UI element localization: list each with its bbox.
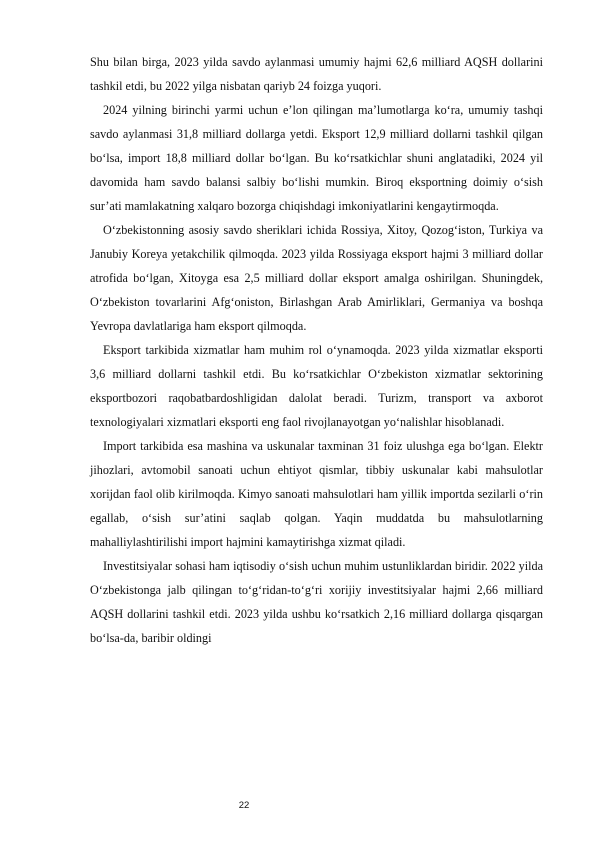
paragraph-trade-turnover-2023: Shu bilan birga, 2023 yilda savdo aylanmasi umumiy hajmi 62,6 milliard AQSH dollarini tashkil etdi, bu 2022 yilga nisbatan qariyb 24 foizga yuqori. [90, 55, 543, 93]
paragraph-first-half-2024: 2024 yilning birinchi yarmi uchun e’lon qilingan ma’lumotlarga ko‘ra, umumiy tashqi savdo aylanmasi 31,8 milliard dollarga yetdi. Eksport 12,9 milliard dollarni tashkil qilgan bo‘lsa, import 18,8 milliard dollar bo‘lgan. Bu ko‘rsatkichlar shuni anglatadiki, 2024 yil davomida ham savdo balansi salbiy bo‘lishi mumkin. Biroq eksportning doimiy o‘sish sur’ati mamlakatning xalqaro bozorga chiqishdagi imkoniyatlarini kengaytirmoqda. [90, 103, 543, 213]
paragraph-services-export: Eksport tarkibida xizmatlar ham muhim rol o‘ynamoqda. 2023 yilda xizmatlar eksporti 3,6 milliard dollarni tashkil etdi. Bu ko‘rsatkichlar O‘zbekiston xizmatlar sektorining eksportbozori raqobatbardoshligidan dalolat beradi. Turizm, transport va axborot texnologiyalari xizmatlari eksporti eng faol rivojlanayotgan yo‘nalishlar hisoblanadi. [90, 343, 543, 429]
paragraph-trade-partners: O‘zbekistonning asosiy savdo sheriklari ichida Rossiya, Xitoy, Qozog‘iston, Turkiya va Janubiy Koreya yetakchilik qilmoqda. 2023 yilda Rossiyaga eksport hajmi 3 milliard dollar atrofida bo‘lgan, Xitoyga esa 2,5 milliard dollar eksport amalga oshirilgan. Shuningdek, O‘zbekiston tovarlarini Afg‘oniston, Birlashgan Arab Amirliklari, Germaniya va boshqa Yevropa davlatlariga ham eksport qilmoqda. [90, 223, 543, 333]
document-page [90, 50, 543, 650]
page-number: 22 [238, 800, 250, 811]
paragraph-import-structure: Import tarkibida esa mashina va uskunalar taxminan 31 foiz ulushga ega bo‘lgan. Elektr jihozlari, avtomobil sanoati uchun ehtiyot qismlar, tibbiy uskunalar kabi mahsulotlar xorijdan faol olib kirilmoqda. Kimyo sanoati mahsulotlari ham yillik importda sezilarli o‘rin egallab, o‘sish sur’atini saqlab qolgan. Yaqin muddatda bu mahsulotlarning mahalliylashtirilishi import hajmini kamaytirishga xizmat qiladi. [90, 439, 543, 549]
paragraph-investments: Investitsiyalar sohasi ham iqtisodiy o‘sish uchun muhim ustunliklardan biridir. 2022 yilda O‘zbekistonga jalb qilingan to‘g‘ridan-to‘g‘ri xorijiy investitsiyalar hajmi 2,66 milliard AQSH dollarini tashkil etdi. 2023 yilda ushbu ko‘rsatkich 2,16 milliard dollarga qisqargan bo‘lsa-da, baribir oldingi [90, 559, 543, 645]
